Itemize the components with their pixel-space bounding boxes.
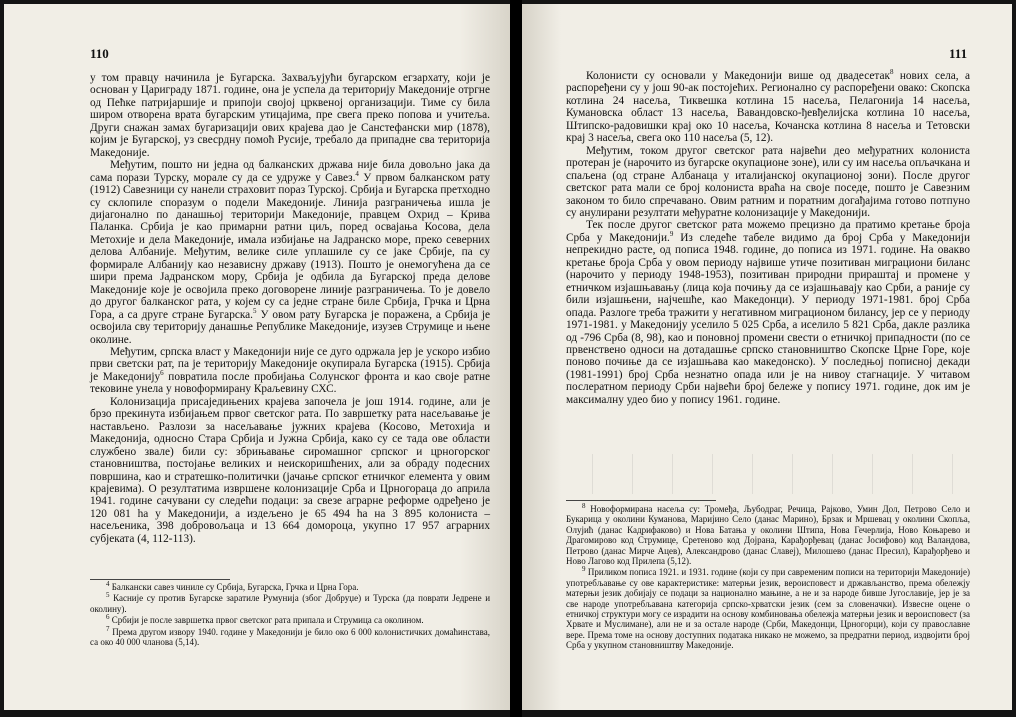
paragraph: Колонисти су основали у Македонији више од двадесетак$^8$ нових села, а распоређени су у још 90-ак постојећих. Регионално су распоређени овако: Скопска котлина 24 насеља, Тиквешка котлина 15 насеља, Пелагонија 14 насеља, Кумановска област 13 насеља, Вавандовско-ђевђелијска котлина 10 насеља, Штипско-радовишки крај око 10 насеља, Кочанска котлина 8 насеља и Тетовски крај 3 насеља, свега око 110 насеља (5, 12).	[566, 68, 970, 145]
page-number: 111	[949, 46, 968, 61]
main-text	[566, 70, 970, 406]
book-gutter	[510, 0, 522, 717]
paragraph: Тек после другог светског рата можемо прецизно да пратимо кретање броја Срба у Македонији.$^9$ Из следеће табеле видимо да број Срба у Македонији непрекидно расте, од пописа 1948. године, до пописа из 1971. године. На овакво кретање броја Срба у овом периоду највише утиче позитиван миграциони биланс (нарочито у периоду 1948-1953), позитиван природни прираштај и промене у етничком изјашњавању (лица која почињу да се изјашњавају као Срби, а раније су били изјашњени, најчешће, као Македонци). У периоду 1971-1981. број Срба опада. Разлоге треба тражити у негативном миграционом билансу, јер се у периоду 1971-1981. у Македонију уселило 5 025 Срба, а иселило 5 821 Срба, дакле разлика од -796 Срба (8, 98), као и поновној промени свести о етничкој припадности (по се првенствено односи на дотадашње српско становништво Скопске Црне Горе, које поново почиње да се изјашњава као македонско). У последњој пописној декади (1981-1991) број Срба незнатно опада или је на нивоу стагнације. У читавом послератном периоду Срби највећи број бележе у попису 1971. године, док им је максималну удео био у попису 1961. године.	[566, 219, 970, 406]
footnote: $^9$ Приликом пописа 1921. и 1931. године (који су при савременим пописи на територији Македоније) употребљавање су ове карактеристике: матерњи језик, вероисповест и држављанство, према обележју матерњи језик добијају се подаци за национално мањине, а не и за народе бивше Југославије, јер је за све народе употребљавана категорија српско-хрватски језик (сем за словеначки). Извесне оцене о етничкој структури могу се израдити на основу комбиновања обележја матерњи језик и вероисповест (за Хрвате и Муслимане), али не и за остале народе (Срби, Македонци, Црногорци), који су православне вере. Према томе на основу доступних података никако не можемо, за предратни период, издвојити број Срба у укупном становништву Македоније.	[566, 565, 971, 651]
footnote-ref: 6	[160, 369, 164, 378]
paragraph: Међутим, током другог светског рата највећи део међуратних колониста протеран је (нарочито из бугарске окупационе зоне), или су им насеља опљачкана и спаљена (од стране Албанаца у италијанској окупационој зони). После другог светског рата мали се број колониста враћа на своје поседе, пошто је Савезним законом то било спречавано. Овим ратним и поратним догађајима готово потпуно су анулирани резултати међуратне колонизације у Македонији.	[566, 144, 970, 219]
paragraph: у том правцу начинила је Бугарска. Захваљујући бугарском егзархату, који је основан у Цариграду 1871. године, она је успела да територију Македоније отргне од Пећке патријаршије и припоји својој црквеној организацији. Тиме су била широм отворена врата бугарским утицајима, пре свега преко попова и учитеља. Други снажан замах бугаризацији ових крајева дао је Санстефански мир (1878), којим је Бугарској, уз свесрдну помоћ Русије, требало да припадне сва територија Македоније.	[90, 72, 490, 159]
footnote-ref: 9	[669, 230, 674, 239]
footnote-ref: 5	[253, 306, 257, 315]
paragraph: Колонизација присаједињених крајева започела је још 1914. године, али је брзо прекинута избијањем првог светског рата. По завршетку рата насељавање је настављено. Разлози за насељавање јужних крајева (Косово, Метохија и Македонија, односно Стара Србија и Јужна Србија, како су се тада ове области службено звале) били су: збрињавање сиромашног српског и црногорског становништва, постојање великих и неискоришћених, али за обраду подесних површина, као и стратешко-политички (јачање српског етничког елемента у овим крајевима). О резултатима извршене колонизације Срба и Црногораца до априла 1941. године сачувани су следећи подаци: за свезе аграрне реформе одређено је 120 081 ha у Македонији, а издељено је 65 494 ha на 3 895 колониста – насељеника, 398 добровољаца и 13 664 домороца, укупно 17 957 аграрних субјеката (4, 112-113).	[90, 395, 490, 545]
footnote-rule	[90, 579, 230, 580]
footnote-ref: 8	[889, 68, 894, 77]
footnote: $^6$ Србији је после завршетка првог светског рата припала и Струмица са околином.	[106, 613, 424, 626]
right-page	[522, 4, 1012, 710]
footnotes	[90, 582, 490, 648]
paragraph: Међутим, пошто ни једна од балканских држава није била довољно јака да сама порази Турску, морале су да се удруже у Савез.$^4$ У првом балканском рату (1912) Савезници су нанели страховит пораз Турској. Србија и Бугарска претходно су склопиле споразум о подели Македоније. Линија разграничења ишла је дијагонално по данашњој територији Македоније, правцем Охрид – Крива Паланка. Србија је као примарни ратни циљ, поред освајања Косова, дела Метохије и дела Македоније, имала избијање на Јадранско море, преко северних делова Албаније. Међутим, велике силе уплашиле су се јаке Србије, па су формирале Албанију као независну државу (1913). Пошто је онемогућена да се шири према Јадранском мору, Србија је одбила да Бугарској преда делове Македоније које је освојила преко договорене линије разграничења. То је довело до другог балканског рата, у којем су са једне стране биле Србија, Грчка и Црна Гора, а са друге стране Бугарска.$^5$ У овом рату Бугарска је поражена, а Србија је освојила сву територију данашње Републике Македоније, изузев Струмице и њене околине.	[90, 159, 490, 346]
bleed-through-table	[592, 454, 972, 494]
footnote: $^7$ Према другом извору 1940. године у Македонији је било око 6 000 колонистичких домаћинстава, са око 40 000 чланова (5,14).	[90, 624, 491, 648]
footnote: $^4$ Балкански савез чиниле су Србија, Бугарска, Грчка и Црна Гора.	[106, 580, 359, 592]
footnote: $^8$ Новоформирана насеља су: Тромеђа, Љубодраг, Речица, Рајково, Умин Дол, Петрово Село и Букарица у околини Куманова, Маријино Село (данас Марино), Брзак и Мршевац у околини Скопља, Олујић (данас Кадрифаково) и Нова Батања у околини Штипа, Нова Гечерлија, Ново Коњарево и Драгомирово код Струмице, Сретеново код Дојрана, Карађорђевац (данас Јосифово) код Валандова, Петрово (данас Мирче Ацев), Александрово (данас Славеј), Милошево (данас Пресил), Карађорђево и Ново Лагово код Прилепа (5,12).	[566, 502, 970, 567]
main-text	[90, 72, 490, 545]
footnotes	[566, 504, 970, 652]
page-number: 110	[90, 46, 109, 61]
footnote: $^5$ Касније су против Бугарске заратиле Румунија (због Добруџе) и Турска (да поврати Једрене и околину).	[90, 591, 491, 614]
footnote-ref: 4	[355, 169, 359, 178]
left-page	[4, 4, 510, 710]
footnote-rule	[566, 500, 716, 501]
paragraph: Међутим, српска власт у Македонији није се дуго одржала јер је ускоро избио први светски рат, па је територију Македоније окупирала Бугарска (1915). Србија је Македонију$^6$ повратила после пробијања Солунског фронта и као своје ратне тековине унела у новоформирану Краљевину СХС.	[90, 345, 491, 396]
